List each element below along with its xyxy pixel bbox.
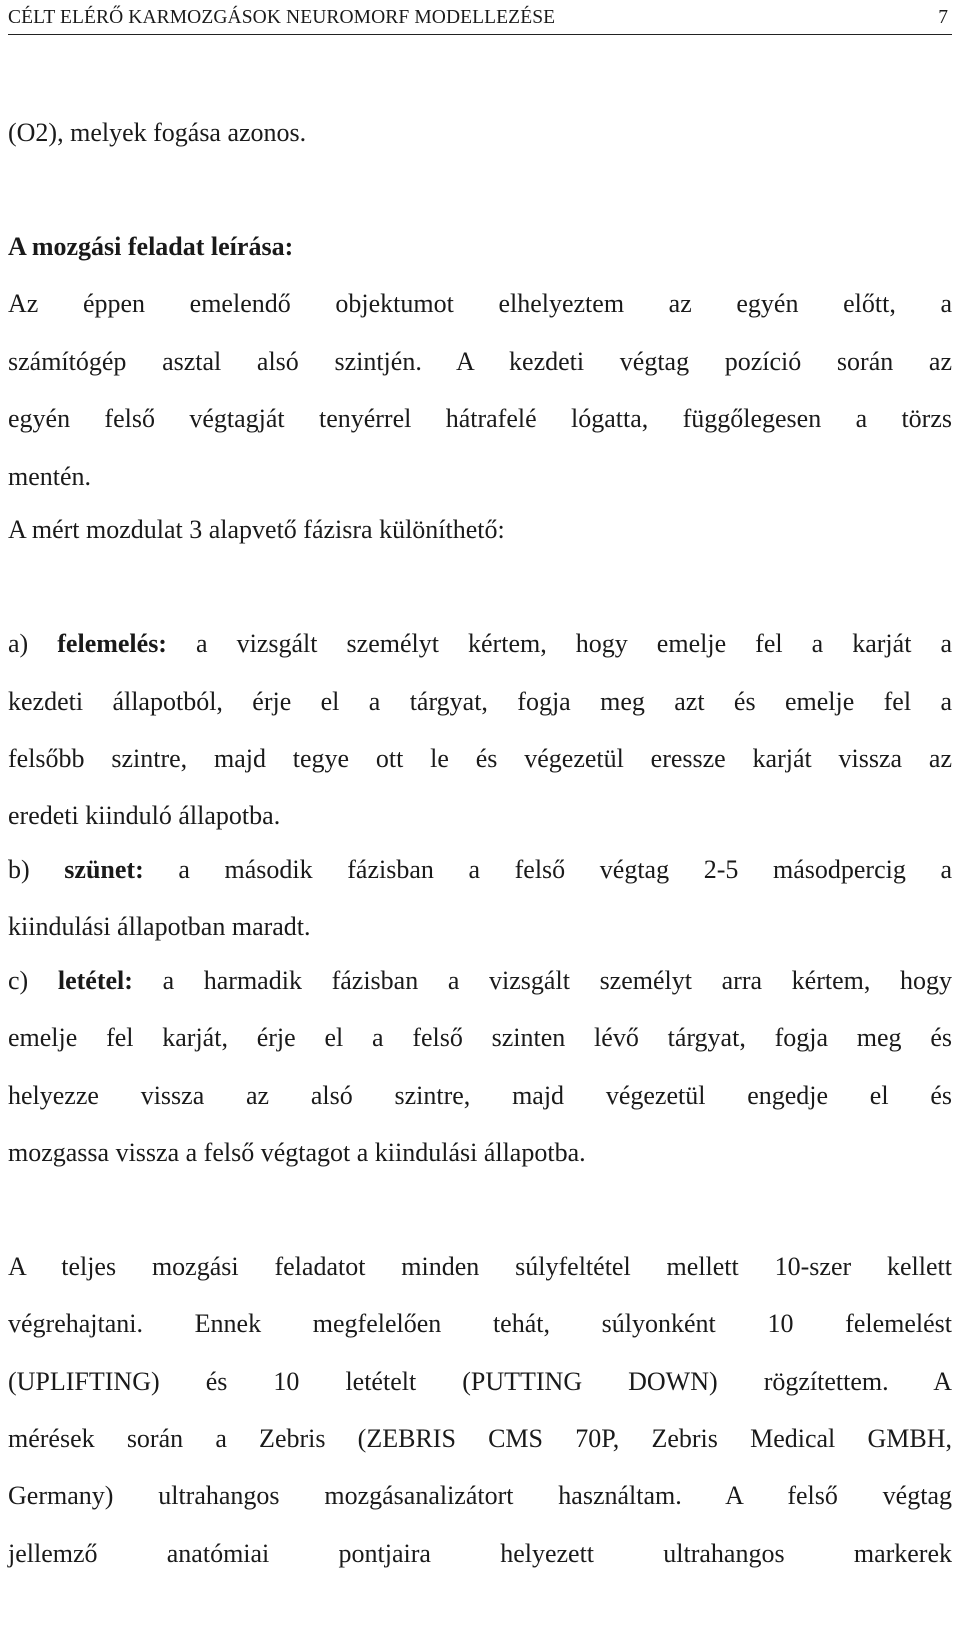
text-line: mérések során a Zebris (ZEBRIS CMS 70P, Zebris Medical GMBH, (8, 1424, 952, 1453)
list-item-term: letétel: (57, 966, 133, 995)
section-heading-text: A mozgási feladat leírása: (8, 232, 294, 261)
text-line: kezdeti állapotból, érje el a tárgyat, fogja meg azt és emelje fel a (8, 687, 952, 716)
list-item-text: a vizsgált személyt kértem, hogy emelje fel a karját a (196, 629, 953, 658)
list-item-text: a harmadik fázisban a vizsgált személyt arra kértem, hogy (162, 966, 953, 995)
text-line: helyezze vissza az alsó szintre, majd végezetül engedje el és (8, 1081, 952, 1110)
list-item-a (8, 627, 952, 661)
list-item-c (8, 964, 952, 998)
text-line: A mért mozdulat 3 alapvető fázisra különíthető: (8, 515, 505, 544)
text-line: felsőbb szintre, majd tegye ott le és végezetül eressze karját vissza az (8, 744, 952, 773)
text-line: Germany) ultrahangos mozgásanalizátort használtam. A felső végtag (8, 1481, 952, 1510)
header-title: CÉLT ELÉRŐ KARMOZGÁSOK NEUROMORF MODELLEZÉSE (8, 7, 556, 28)
text-line: emelje fel karját, érje el a felső szinten lévő tárgyat, fogja meg és (8, 1023, 952, 1052)
text-line: kiindulási állapotban maradt. (8, 912, 311, 941)
text-line: jellemző anatómiai pontjaira helyezett ultrahangos markerek (8, 1539, 952, 1568)
text-line: eredeti kiinduló állapotba. (8, 801, 281, 830)
list-item-text: a második fázisban a felső végtag 2-5 másodpercig a (178, 855, 953, 884)
list-item-label: a) (8, 629, 29, 658)
page-number: 7 (938, 7, 948, 28)
section-heading (8, 230, 952, 264)
text-line: mentén. (8, 462, 92, 491)
running-header (8, 2, 952, 35)
text-line: (O2), melyek fogása azonos. (8, 118, 307, 147)
text-line: végrehajtani. Ennek megfelelően tehát, súlyonként 10 felemelést (8, 1309, 952, 1338)
text-line: mozgassa vissza a felső végtagot a kiindulási állapotba. (8, 1138, 586, 1167)
text-line: A teljes mozgási feladatot minden súlyfeltétel mellett 10-szer kellett (8, 1252, 952, 1281)
list-item-label: b) (8, 855, 30, 884)
text-line: egyén felső végtagját tenyérrel hátrafelé lógatta, függőlegesen a törzs (8, 404, 952, 433)
list-item-term: felemelés: (57, 629, 167, 658)
text-line: Az éppen emelendő objektumot elhelyeztem az egyén előtt, a (8, 289, 952, 318)
text-line: (UPLIFTING) és 10 letételt (PUTTING DOWN) rögzítettem. A (8, 1367, 952, 1396)
list-item-label: c) (8, 966, 29, 995)
list-item-term: szünet: (64, 855, 144, 884)
text-line: számítógép asztal alsó szintjén. A kezdeti végtag pozíció során az (8, 347, 952, 376)
list-item-b (8, 853, 952, 887)
